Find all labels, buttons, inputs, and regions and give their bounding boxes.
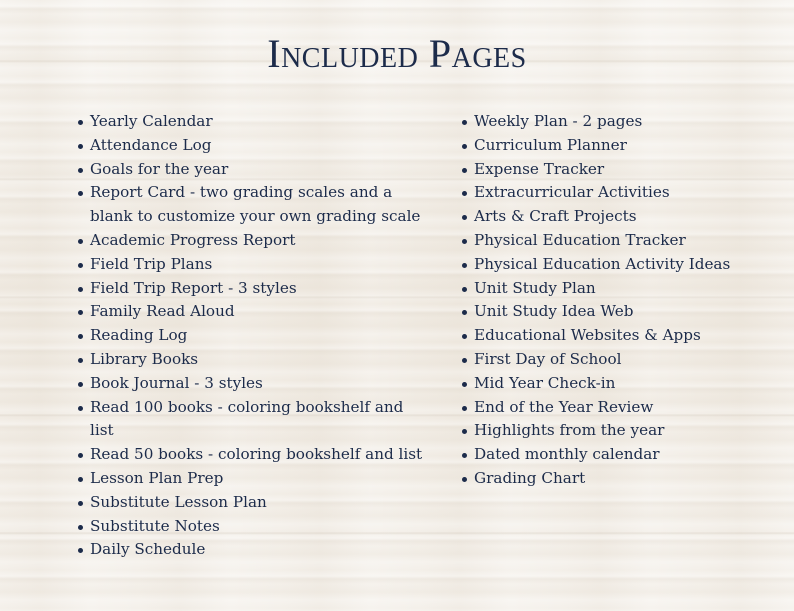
- list-item: [76, 443, 426, 467]
- list-item-label: Dated monthly calendar: [474, 445, 660, 464]
- bullet-icon: [462, 215, 467, 220]
- bullet-icon: [78, 120, 83, 125]
- bullet-icon: [462, 287, 467, 292]
- bullet-icon: [462, 120, 467, 125]
- list-item: [460, 110, 760, 134]
- list-item: [76, 467, 426, 491]
- list-item-label: Reading Log: [90, 326, 188, 345]
- list-item: [76, 538, 426, 562]
- bullet-icon: [462, 239, 467, 244]
- bullet-icon: [78, 406, 83, 411]
- bullet-icon: [462, 168, 467, 173]
- list-item: [460, 253, 760, 277]
- list-item-label: Read 50 books - coloring bookshelf and list: [90, 445, 423, 464]
- bullet-icon: [462, 429, 467, 434]
- list-item-label: Weekly Plan - 2 pages: [474, 112, 643, 130]
- list-item: [460, 205, 760, 229]
- list-item: [460, 229, 760, 253]
- list-item-label: Yearly Calendar: [90, 112, 213, 130]
- included-pages-list-right: [460, 110, 760, 491]
- list-item-label: Family Read Aloud: [90, 302, 235, 321]
- list-item: [76, 372, 426, 396]
- list-item: [460, 300, 760, 324]
- list-item-label: Physical Education Activity Ideas: [474, 254, 731, 273]
- list-item-label: Daily Schedule: [90, 540, 206, 559]
- bullet-icon: [78, 477, 83, 482]
- list-item-label: Extracurricular Activities: [474, 183, 670, 202]
- bullet-icon: [78, 287, 83, 292]
- bullet-icon: [78, 548, 83, 553]
- bullet-icon: [78, 263, 83, 268]
- bullet-icon: [462, 382, 467, 387]
- bullet-icon: [78, 501, 83, 506]
- list-item-label: Academic Progress Report: [90, 230, 296, 249]
- bullet-icon: [78, 334, 83, 339]
- list-item-label: Expense Tracker: [474, 159, 605, 178]
- list-item-label: Educational Websites & Apps: [474, 326, 701, 345]
- list-item-label: Substitute Lesson Plan: [90, 492, 267, 511]
- list-item-label: Lesson Plan Prep: [90, 468, 224, 487]
- list-item: [76, 396, 426, 444]
- list-item: [76, 110, 426, 134]
- list-item: [76, 491, 426, 515]
- list-item: [76, 181, 426, 229]
- bullet-icon: [78, 358, 83, 363]
- list-item: [76, 324, 426, 348]
- list-item-label: First Day of School: [474, 349, 622, 368]
- list-item: [76, 300, 426, 324]
- bullet-icon: [462, 358, 467, 363]
- list-item: [460, 443, 760, 467]
- list-item: [460, 277, 760, 301]
- bullet-icon: [78, 168, 83, 173]
- list-item: [76, 277, 426, 301]
- list-item-label: Unit Study Plan: [474, 278, 596, 297]
- list-item: [460, 372, 760, 396]
- list-item: [76, 229, 426, 253]
- list-item-label: Curriculum Planner: [474, 135, 627, 154]
- list-item: [76, 515, 426, 539]
- bullet-icon: [462, 334, 467, 339]
- bullet-icon: [462, 406, 467, 411]
- list-item: [76, 253, 426, 277]
- list-item-label: Highlights from the year: [474, 421, 665, 440]
- bullet-icon: [462, 453, 467, 458]
- list-item: [460, 396, 760, 420]
- bullet-icon: [462, 144, 467, 149]
- bullet-icon: [78, 191, 83, 196]
- list-item: [76, 134, 426, 158]
- bullet-icon: [78, 144, 83, 149]
- list-item: [460, 467, 760, 491]
- bullet-icon: [462, 310, 467, 315]
- list-item: [460, 181, 760, 205]
- list-item-label: End of the Year Review: [474, 397, 654, 416]
- list-item: [460, 348, 760, 372]
- list-item: [76, 348, 426, 372]
- list-item-label: Library Books: [90, 349, 199, 368]
- list-item-label: Field Trip Plans: [90, 254, 213, 273]
- included-pages-list-left: [76, 110, 426, 562]
- list-item: [460, 158, 760, 182]
- bullet-icon: [78, 382, 83, 387]
- page-title: Included Pages: [267, 31, 527, 76]
- list-item-label: Physical Education Tracker: [474, 230, 686, 249]
- list-item-label: Attendance Log: [90, 135, 212, 154]
- list-item-label: Read 100 books - coloring bookshelf and list: [90, 397, 404, 440]
- list-item-label: Substitute Notes: [90, 516, 220, 535]
- list-item-label: Arts & Craft Projects: [474, 207, 637, 226]
- list-item-label: Field Trip Report - 3 styles: [90, 278, 297, 297]
- list-item-label: Report Card - two grading scales and a blank to customize your own grading scale: [90, 183, 421, 226]
- bullet-icon: [462, 191, 467, 196]
- list-item-label: Book Journal - 3 styles: [90, 373, 263, 392]
- list-item-label: Unit Study Idea Web: [474, 302, 634, 321]
- bullet-icon: [462, 263, 467, 268]
- list-item-label: Mid Year Check-in: [474, 373, 616, 392]
- bullet-icon: [78, 453, 83, 458]
- list-item: [460, 419, 760, 443]
- bullet-icon: [78, 310, 83, 315]
- list-item-label: Goals for the year: [90, 159, 229, 178]
- bullet-icon: [78, 239, 83, 244]
- bullet-icon: [78, 525, 83, 530]
- list-item-label: Grading Chart: [474, 468, 586, 487]
- list-item: [460, 134, 760, 158]
- list-item: [76, 158, 426, 182]
- bullet-icon: [462, 477, 467, 482]
- list-item: [460, 324, 760, 348]
